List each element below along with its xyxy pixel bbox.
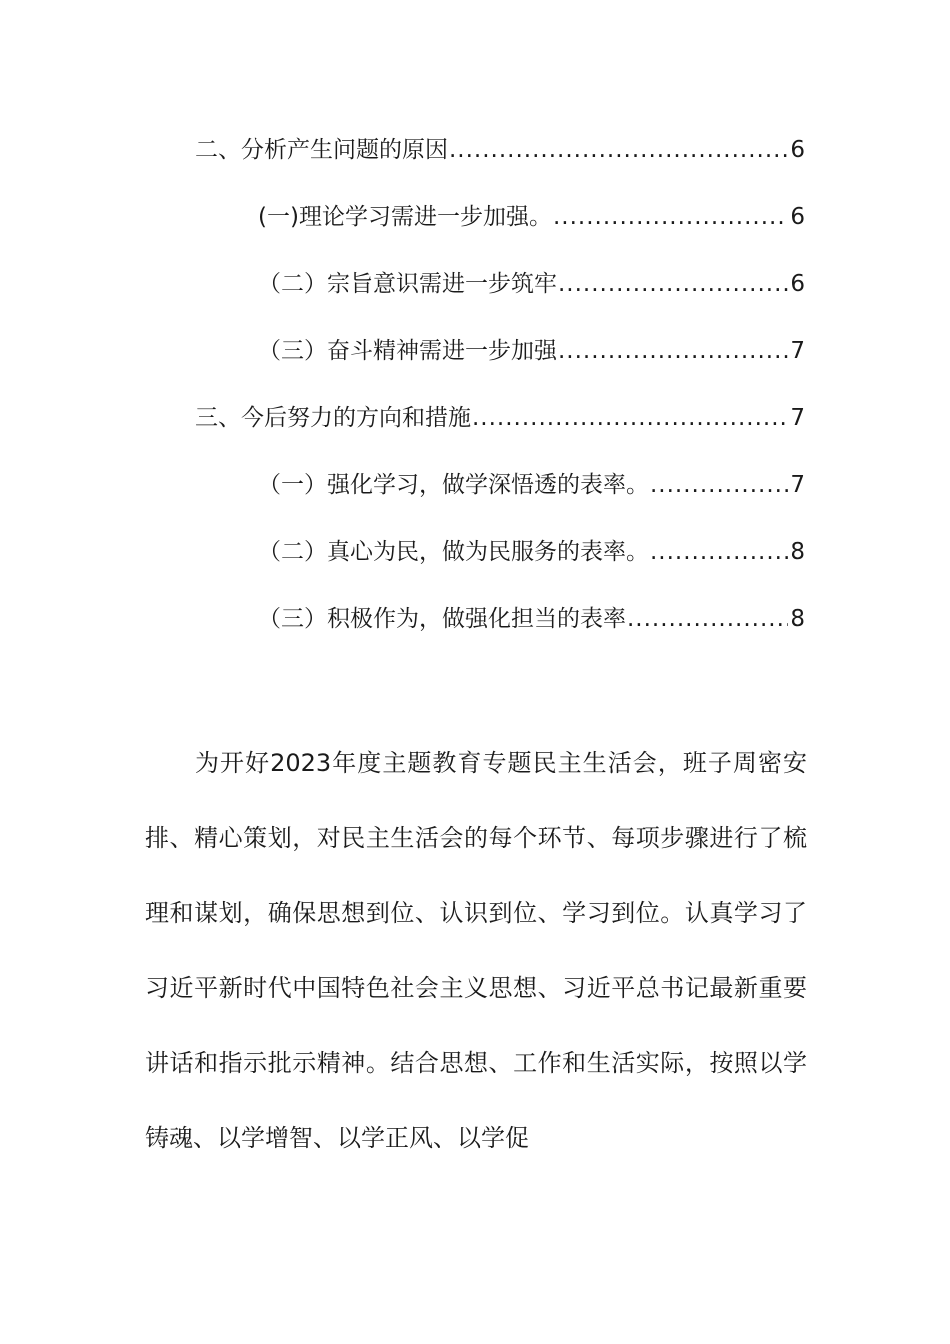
- toc-entry-label: （三）积极作为，做强化担当的表率: [258, 606, 626, 632]
- toc-entry-label: （二）真心为民，做为民服务的表率。: [258, 539, 649, 565]
- toc-dot-leader: [558, 329, 788, 373]
- toc-page-number: 6: [790, 204, 805, 230]
- toc-page-number: 8: [790, 539, 805, 565]
- toc-entry-label: （一）强化学习，做学深悟透的表率。: [258, 472, 649, 498]
- toc-entry[interactable]: [258, 597, 805, 641]
- toc-entry[interactable]: [258, 329, 805, 373]
- toc-entry-label: 三、今后努力的方向和措施: [195, 405, 471, 431]
- toc-entry[interactable]: [195, 396, 805, 440]
- toc-page-number: 8: [790, 606, 805, 632]
- toc-dot-leader: [449, 128, 788, 172]
- toc-entry[interactable]: [258, 262, 805, 306]
- toc-page-number: 6: [790, 271, 805, 297]
- toc-dot-leader: [553, 195, 788, 239]
- toc-page-number: 7: [790, 405, 805, 431]
- toc-dot-leader: [650, 530, 788, 574]
- toc-entry-label: (一)理论学习需进一步加强。: [258, 204, 552, 230]
- toc-entry[interactable]: [258, 463, 805, 507]
- toc-page-number: 7: [790, 338, 805, 364]
- toc-entry[interactable]: [258, 530, 805, 574]
- toc-entry[interactable]: [195, 128, 805, 172]
- toc-dot-leader: [472, 396, 788, 440]
- toc-dot-leader: [627, 597, 788, 641]
- body-paragraph: 为开好2023年度主题教育专题民主生活会，班子周密安排、精心策划，对民主生活会的每个环节、每项步骤进行了梳理和谋划，确保思想到位、认识到位、学习到位。认真学习了习近平新时代中国特色社会主义思想、习近平总书记最新重要讲话和指示批示精神。结合思想、工作和生活实际，按照以学铸魂、以学增智、以学正风、以学促: [145, 749, 807, 1152]
- toc-page-number: 7: [790, 472, 805, 498]
- toc-page-number: 6: [790, 137, 805, 163]
- toc-entry-label: （三）奋斗精神需进一步加强: [258, 338, 557, 364]
- toc-dot-leader: [650, 463, 788, 507]
- toc-entry[interactable]: [258, 195, 805, 239]
- toc-dot-leader: [558, 262, 788, 306]
- toc-entry-label: （二）宗旨意识需进一步筑牢: [258, 271, 557, 297]
- toc-entry-label: 二、分析产生问题的原因: [195, 137, 448, 163]
